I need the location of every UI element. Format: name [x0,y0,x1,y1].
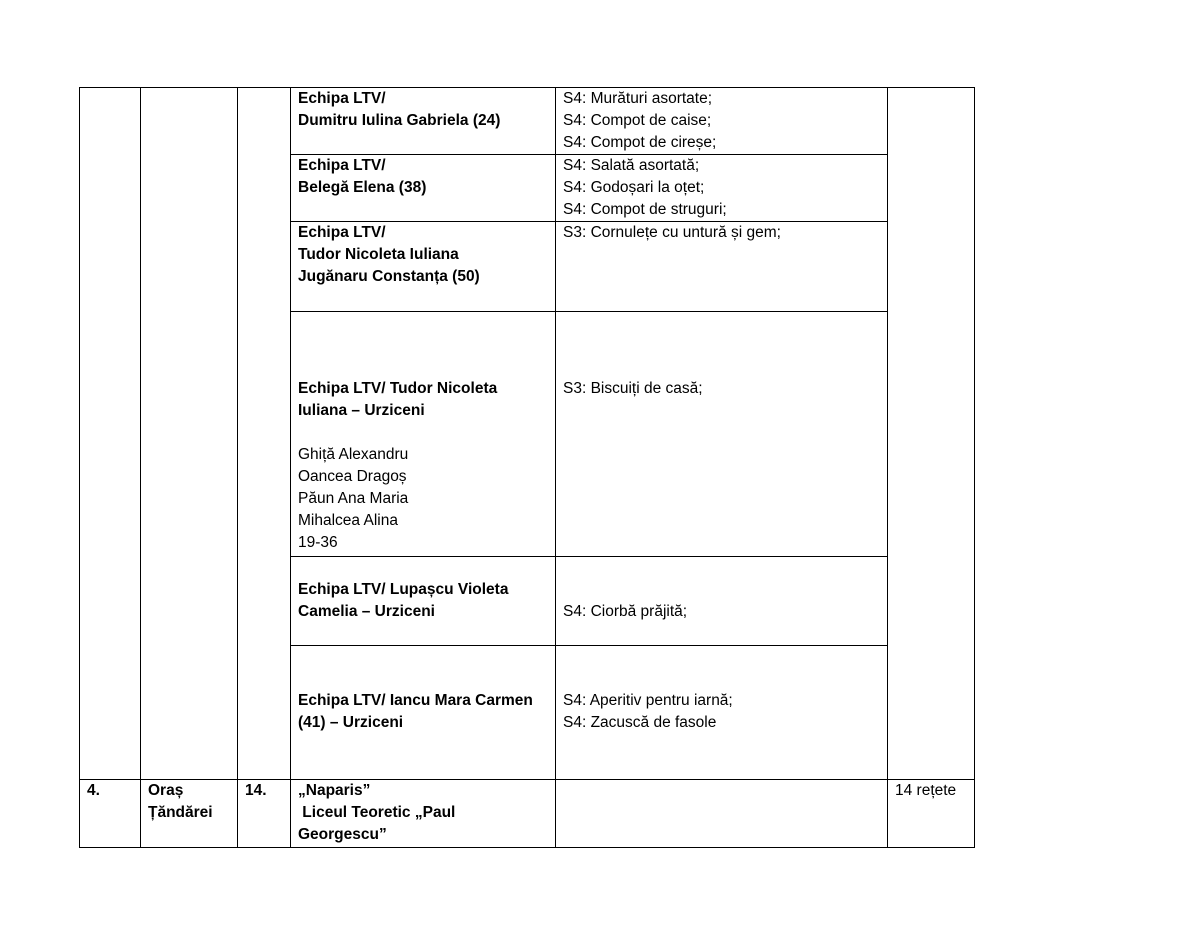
member-range: 19-36 [298,534,338,551]
team-cell: Echipa LTV/ Lupașcu Violeta Camelia – Urziceni [291,557,556,646]
locality-cell: Oraș Țăndărei [141,780,238,848]
member-name: Oancea Dragoș [298,468,407,485]
nr-cell-empty [80,88,141,780]
count-cell: 14. [238,780,291,848]
table-row [80,780,975,848]
member-name: Mihalcea Alina [298,512,398,529]
recipes-cell: S3: Biscuiți de casă; [556,312,888,557]
member-name: Păun Ana Maria [298,490,409,507]
recipes-cell: S4: Ciorbă prăjită; [556,557,888,646]
team-cell: Echipa LTV/ Iancu Mara Carmen (41) – Urziceni [291,646,556,780]
total-cell-empty [888,88,975,780]
count-cell-empty [238,88,291,780]
team-cell: Echipa LTV/ Tudor Nicoleta Iuliana Jugănaru Constanța (50) [291,222,556,312]
recipes-cell: S4: Salată asortată; S4: Godoșari la oțet; S4: Compot de struguri; [556,155,888,222]
nr-cell: 4. [80,780,141,848]
team-cell: „Naparis” Liceul Teoretic „Paul Georgescu” [291,780,556,848]
table-row [80,88,975,155]
member-name: Ghiță Alexandru [298,446,409,463]
recipes-cell-empty [556,780,888,848]
team-cell: Echipa LTV/ Belegă Elena (38) [291,155,556,222]
recipes-cell: S3: Cornulețe cu untură și gem; [556,222,888,312]
locality-cell-empty [141,88,238,780]
recipes-cell: S4: Murături asortate; S4: Compot de caise; S4: Compot de cireșe; [556,88,888,155]
recipes-cell: S4: Aperitiv pentru iarnă; S4: Zacuscă de fasole [556,646,888,780]
team-cell: Echipa LTV/ Dumitru Iulina Gabriela (24) [291,88,556,155]
total-cell: 14 rețete [888,780,975,848]
recipes-table [79,87,975,848]
team-cell: Echipa LTV/ Tudor Nicoleta Iuliana – Urziceni Ghiță Alexandru Oancea Dragoș Păun Ana Maria Mihalcea Alina 19-36 [291,312,556,557]
